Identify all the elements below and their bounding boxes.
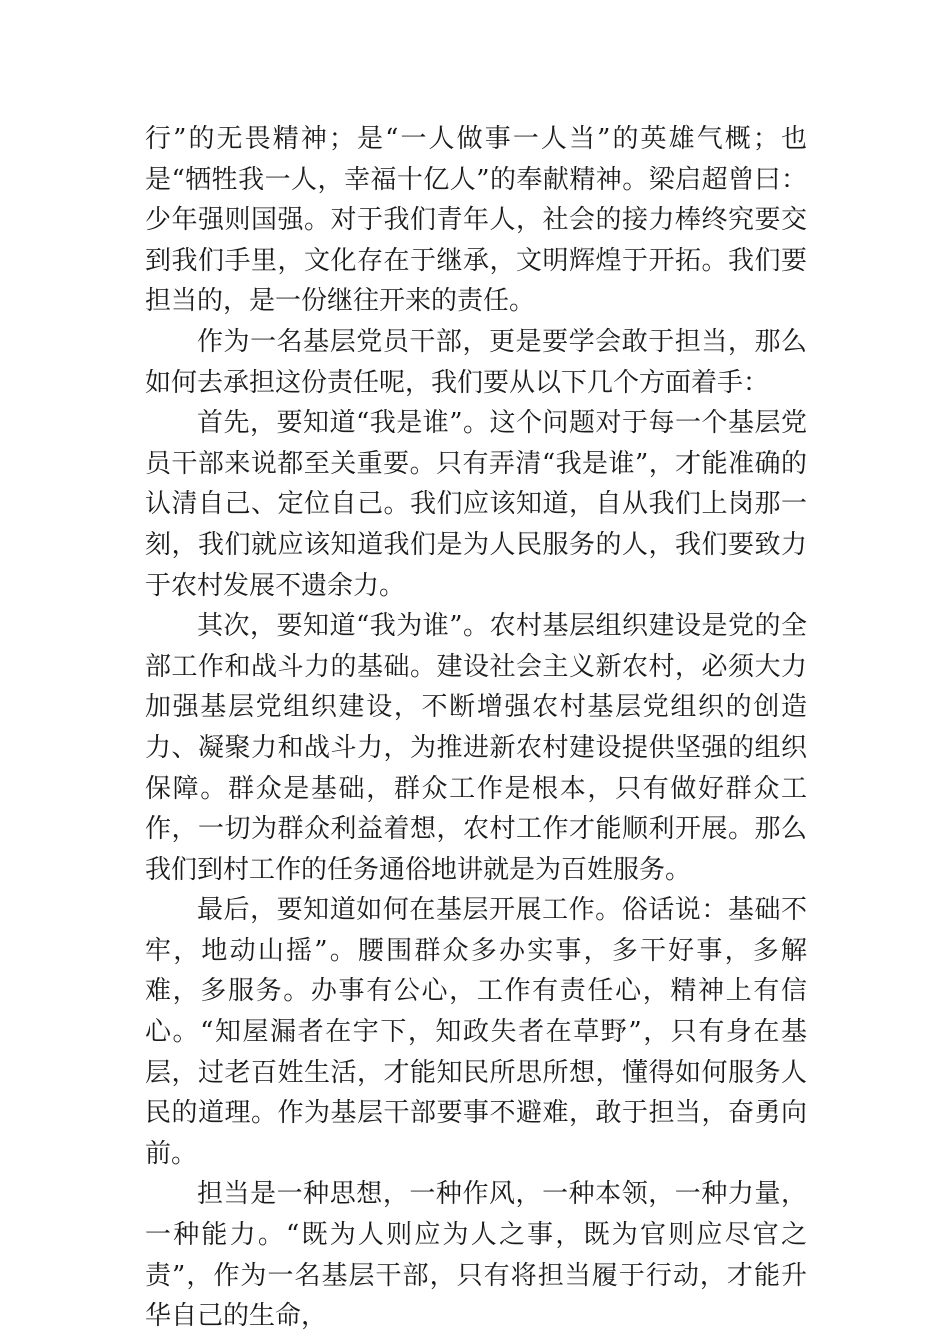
paragraph-2: 作为一名基层党员干部，更是要学会敢于担当，那么如何去承担这份责任呢，我们要从以下几个方面着手： [145,326,807,398]
document-body [145,119,807,1337]
paragraph-6: 担当是一种思想，一种作风，一种本领，一种力量，一种能力。“既为人则应为人之事，既为官则应尽官之责”，作为一名基层干部，只有将担当履于行动，才能升华自己的生命， [145,1179,807,1332]
paragraph-1: 行”的无畏精神；是“一人做事一人当”的英雄气概；也是“牺牲我一人，幸福十亿人”的奉献精神。梁启超曾曰：少年强则国强。对于我们青年人，社会的接力棒终究要交到我们手里，文化存在于继承，文明辉煌于开拓。我们要担当的，是一份继往开来的责任。 [145,124,807,317]
paragraph-3: 首先，要知道“我是谁”。这个问题对于每一个基层党员干部来说都至关重要。只有弄清“我是谁”，才能准确的认清自己、定位自己。我们应该知道，自从我们上岗那一刻，我们就应该知道我们是为人民服务的人，我们要致力于农村发展不遗余力。 [145,408,807,601]
paragraph-4: 其次，要知道“我为谁”。农村基层组织建设是党的全部工作和战斗力的基础。建设社会主义新农村，必须大力加强基层党组织建设，不断增强农村基层党组织的创造力、凝聚力和战斗力，为推进新农村建设提供坚强的组织保障。群众是基础，群众工作是根本，只有做好群众工作，一切为群众利益着想，农村工作才能顺利开展。那么我们到村工作的任务通俗地讲就是为百姓服务。 [145,611,807,885]
paragraph-5: 最后，要知道如何在基层开展工作。俗话说：基础不牢，地动山摇”。腰围群众多办实事，多干好事，多解难，多服务。办事有公心，工作有责任心，精神上有信心。“知屋漏者在宇下，知政失者在草野”，只有身在基层，过老百姓生活，才能知民所思所想，懂得如何服务人民的道理。作为基层干部要事不避难，敢于担当，奋勇向前。 [145,895,807,1169]
